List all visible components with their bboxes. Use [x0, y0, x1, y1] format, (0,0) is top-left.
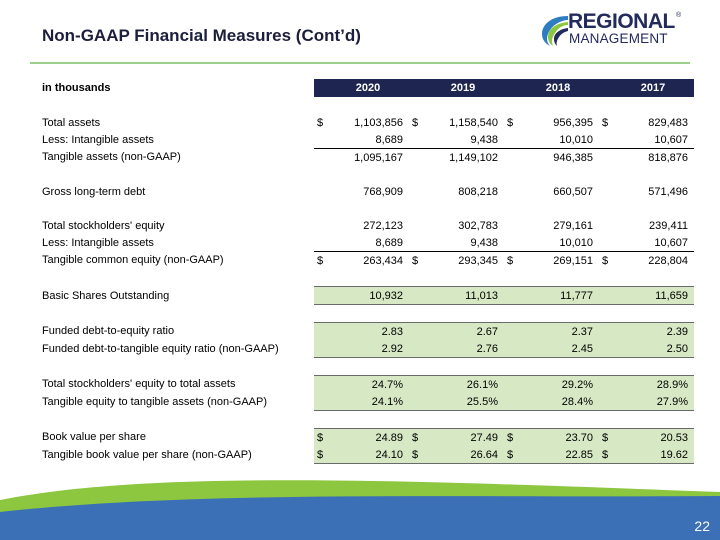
cell-value: 10,607 — [618, 234, 694, 252]
currency-symbol: $ — [507, 116, 514, 129]
cell-value: 293,345 — [458, 254, 498, 267]
currency-symbol: $ — [412, 254, 419, 267]
row-label: Less: Intangible assets — [42, 236, 154, 249]
cell-value: 28.4% — [523, 393, 599, 411]
year-header: 2017 — [618, 79, 694, 97]
row-label: Total stockholders' equity — [42, 219, 165, 232]
currency-symbol: $ — [314, 429, 333, 447]
table-header-row — [42, 79, 694, 97]
cell-value: 8,689 — [333, 131, 409, 149]
cell-value: 571,496 — [648, 185, 688, 198]
row-label: Less: Intangible assets — [42, 133, 154, 146]
cell-value: 269,151 — [553, 254, 593, 267]
table-row — [42, 323, 694, 341]
logo-swoosh-icon — [538, 12, 572, 48]
cell-value: 228,804 — [648, 254, 688, 267]
cell-value: 2.50 — [618, 340, 694, 358]
year-header: 2019 — [428, 79, 504, 97]
cell-value: 2.67 — [428, 323, 504, 341]
logo-registered-mark: ® — [676, 12, 682, 19]
cell-value: 808,218 — [458, 185, 498, 198]
header-units-label: in thousands — [42, 79, 314, 97]
table-row — [42, 393, 694, 411]
table-row — [42, 429, 694, 447]
table-row — [42, 183, 694, 200]
row-label: Funded debt-to-equity ratio — [42, 325, 175, 338]
cell-value: 19.62 — [618, 446, 694, 464]
table-row — [42, 217, 694, 234]
currency-symbol: $ — [504, 446, 523, 464]
cell-value: 10,010 — [523, 234, 599, 252]
table-row — [42, 114, 694, 131]
cell-value: 27.9% — [618, 393, 694, 411]
cell-value: 2.39 — [618, 323, 694, 341]
table-row — [42, 149, 694, 167]
cell-value: 20.53 — [618, 429, 694, 447]
cell-value: 2.83 — [333, 323, 409, 341]
cell-value: 26.64 — [428, 446, 504, 464]
year-header: 2020 — [333, 79, 409, 97]
cell-value: 11,659 — [618, 287, 694, 305]
currency-symbol: $ — [602, 254, 609, 267]
logo-subtitle: MANAGEMENT — [569, 31, 668, 46]
company-logo — [538, 10, 688, 52]
cell-value: 2.45 — [523, 340, 599, 358]
page-title: Non-GAAP Financial Measures (Cont’d) — [42, 26, 361, 45]
currency-symbol: $ — [317, 116, 324, 129]
cell-value: 25.5% — [428, 393, 504, 411]
cell-value: 10,932 — [333, 287, 409, 305]
cell-value: 22.85 — [523, 446, 599, 464]
table-row — [42, 376, 694, 394]
row-label: Tangible assets (non-GAAP) — [42, 151, 181, 164]
row-label: Book value per share — [42, 431, 146, 444]
currency-symbol: $ — [317, 254, 324, 267]
row-label: Funded debt-to-tangible equity ratio (non-GAAP) — [42, 342, 279, 355]
row-label: Tangible common equity (non-GAAP) — [42, 254, 224, 267]
currency-symbol: $ — [602, 116, 609, 129]
cell-value: 818,876 — [648, 151, 688, 164]
row-label: Basic Shares Outstanding — [42, 289, 170, 302]
currency-symbol: $ — [507, 254, 514, 267]
footer-band — [0, 470, 720, 540]
table-row — [42, 234, 694, 252]
cell-value: 26.1% — [428, 376, 504, 394]
cell-value: 1,103,856 — [354, 116, 403, 129]
row-label: Gross long-term debt — [42, 185, 146, 198]
currency-symbol: $ — [504, 429, 523, 447]
cell-value: 24.1% — [333, 393, 409, 411]
cell-value: 768,909 — [363, 185, 403, 198]
cell-value: 946,385 — [553, 151, 593, 164]
cell-value: 24.10 — [333, 446, 409, 464]
cell-value: 24.89 — [333, 429, 409, 447]
cell-value: 9,438 — [428, 234, 504, 252]
cell-value: 27.49 — [428, 429, 504, 447]
cell-value: 11,013 — [428, 287, 504, 305]
currency-symbol: $ — [314, 446, 333, 464]
non-gaap-table — [42, 79, 694, 464]
cell-value: 1,149,102 — [449, 151, 498, 164]
cell-value: 8,689 — [333, 234, 409, 252]
currency-symbol: $ — [412, 116, 419, 129]
table-row — [42, 252, 694, 270]
cell-value: 29.2% — [523, 376, 599, 394]
cell-value: 1,095,167 — [354, 151, 403, 164]
cell-value: 239,411 — [649, 219, 688, 232]
title-divider — [30, 62, 690, 64]
currency-symbol: $ — [599, 429, 618, 447]
logo-wordmark: REGIONAL — [568, 10, 675, 33]
row-label: Tangible equity to tangible assets (non-GAAP) — [42, 395, 268, 408]
currency-symbol: $ — [409, 446, 428, 464]
cell-value: 829,483 — [648, 116, 688, 129]
currency-symbol: $ — [409, 429, 428, 447]
cell-value: 11,777 — [523, 287, 599, 305]
table-row — [42, 446, 694, 464]
table-row — [42, 287, 694, 305]
cell-value: 2.37 — [523, 323, 599, 341]
cell-value: 23.70 — [523, 429, 599, 447]
year-header: 2018 — [523, 79, 599, 97]
currency-symbol: $ — [599, 446, 618, 464]
cell-value: 2.92 — [333, 340, 409, 358]
cell-value: 2.76 — [428, 340, 504, 358]
cell-value: 24.7% — [333, 376, 409, 394]
cell-value: 28.9% — [618, 376, 694, 394]
cell-value: 956,395 — [553, 116, 593, 129]
cell-value: 1,158,540 — [449, 116, 498, 129]
cell-value: 263,434 — [363, 254, 403, 267]
table-row — [42, 340, 694, 358]
cell-value: 272,123 — [363, 219, 403, 232]
row-label: Total assets — [42, 116, 101, 129]
cell-value: 660,507 — [553, 185, 593, 198]
table-row — [42, 131, 694, 149]
cell-value: 279,161 — [553, 219, 593, 232]
row-label: Tangible book value per share (non-GAAP) — [42, 448, 252, 461]
page-number: 22 — [694, 518, 710, 534]
cell-value: 10,607 — [618, 131, 694, 149]
cell-value: 9,438 — [428, 131, 504, 149]
cell-value: 10,010 — [523, 131, 599, 149]
row-label: Total stockholders' equity to total assets — [42, 378, 236, 391]
cell-value: 302,783 — [458, 219, 498, 232]
